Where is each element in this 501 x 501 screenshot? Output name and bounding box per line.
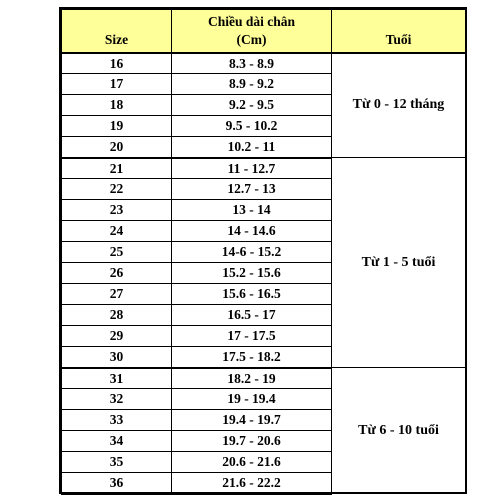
size-cell: 25 — [62, 242, 172, 263]
foot-length-cell: 19 - 19.4 — [172, 389, 332, 410]
foot-length-cell: 17.5 - 18.2 — [172, 347, 332, 368]
foot-length-cell: 8.9 - 9.2 — [172, 74, 332, 95]
foot-length-cell: 18.2 - 19 — [172, 368, 332, 389]
header-foot-length — [172, 10, 332, 53]
foot-length-cell: 16.5 - 17 — [172, 305, 332, 326]
size-cell: 17 — [62, 74, 172, 95]
foot-length-cell: 12.7 - 13 — [172, 179, 332, 200]
size-chart — [59, 7, 467, 494]
foot-length-cell: 8.3 - 8.9 — [172, 53, 332, 74]
foot-length-cell: 19.4 - 19.7 — [172, 410, 332, 431]
foot-length-cell: 14 - 14.6 — [172, 221, 332, 242]
size-cell: 30 — [62, 347, 172, 368]
header-foot-length-line2: (Cm) — [236, 31, 267, 47]
header-size: Size — [62, 10, 172, 53]
table-body — [62, 53, 466, 494]
foot-length-cell: 9.5 - 10.2 — [172, 116, 332, 137]
size-cell: 28 — [62, 305, 172, 326]
size-cell: 24 — [62, 221, 172, 242]
size-cell: 22 — [62, 179, 172, 200]
size-cell: 27 — [62, 284, 172, 305]
table-row — [62, 158, 466, 179]
foot-length-cell: 10.2 - 11 — [172, 137, 332, 158]
size-cell: 31 — [62, 368, 172, 389]
size-cell: 33 — [62, 410, 172, 431]
size-cell: 32 — [62, 389, 172, 410]
foot-length-cell: 19.7 - 20.6 — [172, 431, 332, 452]
age-group-cell: Từ 0 - 12 tháng — [332, 53, 466, 158]
size-table — [61, 9, 466, 495]
size-cell: 29 — [62, 326, 172, 347]
header-foot-length-line1: Chiều dài chân — [207, 14, 296, 30]
age-group-cell: Từ 6 - 10 tuổi — [332, 368, 466, 494]
foot-length-cell: 15.2 - 15.6 — [172, 263, 332, 284]
table-row — [62, 368, 466, 389]
size-cell: 19 — [62, 116, 172, 137]
table-row — [62, 53, 466, 74]
header-age: Tuổi — [332, 10, 466, 53]
table-header — [62, 10, 466, 53]
size-cell: 35 — [62, 452, 172, 473]
size-cell: 36 — [62, 473, 172, 494]
foot-length-cell: 13 - 14 — [172, 200, 332, 221]
size-cell: 18 — [62, 95, 172, 116]
size-cell: 16 — [62, 53, 172, 74]
age-group-cell: Từ 1 - 5 tuổi — [332, 158, 466, 368]
foot-length-cell: 9.2 - 9.5 — [172, 95, 332, 116]
header-row — [62, 10, 466, 53]
foot-length-cell: 11 - 12.7 — [172, 158, 332, 179]
size-cell: 23 — [62, 200, 172, 221]
size-cell: 26 — [62, 263, 172, 284]
size-cell: 21 — [62, 158, 172, 179]
size-cell: 34 — [62, 431, 172, 452]
size-cell: 20 — [62, 137, 172, 158]
foot-length-cell: 15.6 - 16.5 — [172, 284, 332, 305]
foot-length-cell: 14-6 - 15.2 — [172, 242, 332, 263]
foot-length-cell: 21.6 - 22.2 — [172, 473, 332, 494]
foot-length-cell: 17 - 17.5 — [172, 326, 332, 347]
foot-length-cell: 20.6 - 21.6 — [172, 452, 332, 473]
